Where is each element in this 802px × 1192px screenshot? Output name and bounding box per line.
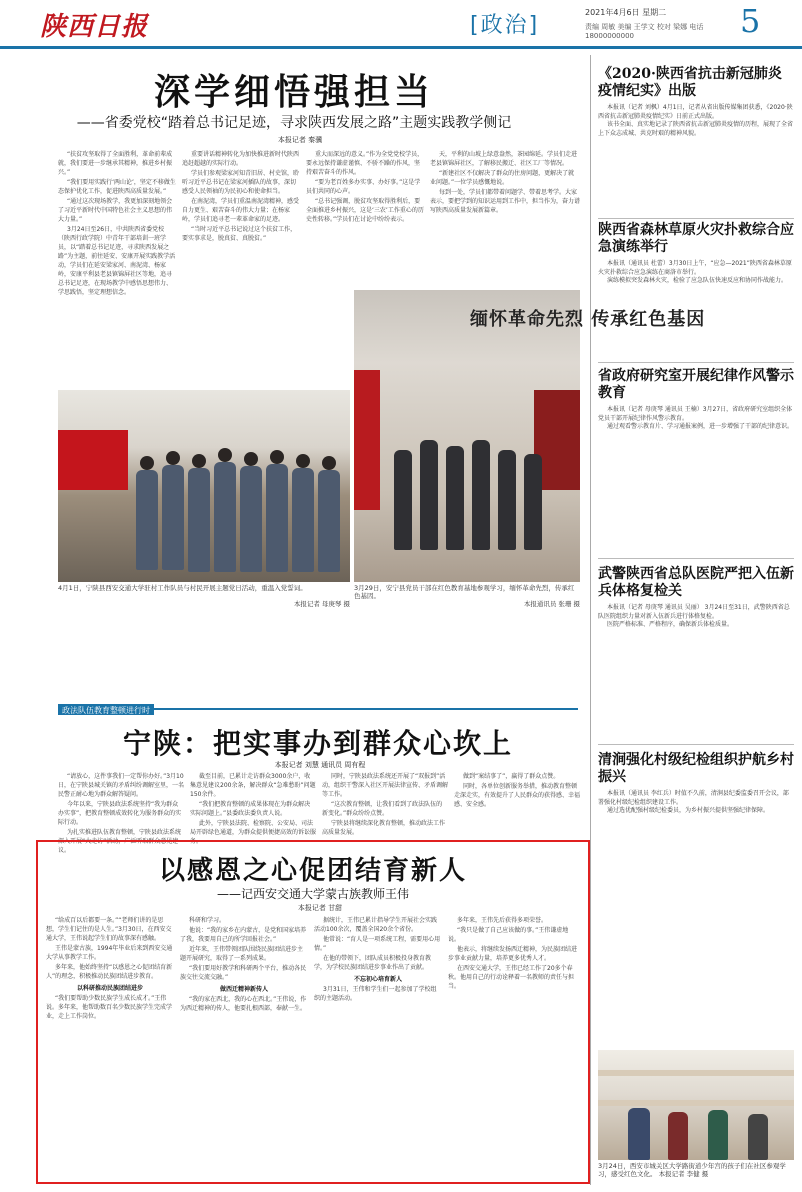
paragraph: 为扎实推进队伍教育整顿，宁陕县政法系统深入开展“大走访”活动，广泛听取群众意见建议。 — [58, 829, 182, 854]
paragraph: “我们把教育整顿的成果体现在为群众解决实际问题上。”县委政法委负责人说。 — [190, 801, 311, 817]
feature-col-4 — [448, 916, 580, 1178]
right-separator — [598, 218, 794, 219]
paragraph: 医院严格标准、严格程序，确保新兵体检质量。 — [607, 621, 734, 629]
mid-article-col-1 — [58, 772, 185, 854]
person-head — [218, 448, 232, 462]
paragraph: 在南泥湾，学员们重温南泥湾精神，感受自力更生、艰苦奋斗的伟大力量；在杨家岭，学员们追寻老一辈革命家的足迹。 — [182, 198, 300, 223]
paragraph: 同时，宁陕县政法系统还开展了“双报到”活动，组织干警深入社区开展法律宣传、矛盾调解等工作。 — [322, 773, 449, 798]
person-head — [166, 451, 180, 465]
right-article-title: 《2020·陕西省抗击新冠肺炎疫情纪实》出版 — [598, 66, 782, 99]
paragraph: 多年来，他始终坚持“以感恩之心促团结育新人”的理念，积极推动民族团结进步教育。 — [46, 964, 173, 980]
exhibition-photo — [354, 290, 580, 582]
paragraph: 同时，各单位创新服务举措，推动教育整顿走深走实，有效提升了人民群众的获得感、幸福感、安全感。 — [454, 783, 581, 808]
person-figure — [668, 1112, 688, 1160]
person-figure — [628, 1108, 650, 1160]
paragraph: “通过这次现场教学，我更加深刻地领会了习近平新时代中国特色社会主义思想的伟大力量。” — [58, 198, 173, 223]
party-flag — [58, 430, 128, 490]
person-figure — [292, 468, 314, 572]
right-separator — [598, 744, 794, 745]
paragraph: 本报讯（通讯员 李红兵）时值不久前，清涧县纪委监委召开会议，部署强化村级纪检组织建设工作。 — [598, 790, 789, 806]
top-byline: 本报记者 秦骥 — [277, 136, 323, 144]
right-article-title: 清涧强化村级纪检组织护航乡村振兴 — [598, 752, 794, 785]
feature-col-2 — [180, 916, 308, 1178]
photo1-credit: 本报记者 母庚琴 摄 — [293, 600, 350, 608]
paragraph: 本报讯（记者 刘枫）4月1日，记者从省出版传媒集团获悉，《2020·陕西省抗击新冠肺炎疫情纪实》日前正式出版。 — [598, 104, 793, 120]
right-article-title: 武警陕西省总队医院严把入伍新兵体格复检关 — [598, 566, 794, 599]
right-article-body — [598, 604, 794, 740]
person-figure — [214, 462, 236, 572]
paragraph: 天，平利的山坡上绿意盎然，茶园绵延。学员们走进老县镇锦屏社区，了解移民搬迁、社区工厂等情况。 — [430, 151, 578, 167]
paragraph: “我们要用好教学和科研两个平台，推动各民族交往交流交融。” — [180, 965, 307, 981]
paragraph: “我只是做了自己应该做的事。”王伟谦虚地说。 — [448, 927, 569, 943]
right-article-body — [598, 790, 794, 1044]
paragraph: 他表示，将继续发扬西迁精神，为民族团结进步事业贡献力量，培养更多优秀人才。 — [448, 946, 578, 962]
photo2-credit: 本报通讯员 张珊 摄 — [523, 600, 580, 608]
person-figure — [188, 468, 210, 572]
paragraph: 做到“案结事了”，赢得了群众点赞。 — [463, 773, 560, 780]
paragraph: 3月24日至26日，中共陕西省委党校（陕西行政学院）中青年干部培训一班学员，以“踏着总书记足迹，寻求陕西发展之路”为主题，前往延安、安康开展实践教学活动，学员们在延安梁家河、南泥湾、杨家岭，安康平利县老县镇锦屏社区等地，追寻总书记足迹，在现场教学中感悟思想伟力、学思践悟，坚定理想信念。 — [58, 226, 176, 296]
person-head — [270, 450, 284, 464]
feature-col-3 — [314, 916, 442, 1178]
person-figure — [394, 450, 412, 550]
paragraph: 学员们参观梁家河知青旧居、村史馆，聆听习近平总书记在梁家河插队的故事，深切感受人民领袖的为民初心和使命担当。 — [182, 170, 300, 195]
right-article-title: 省政府研究室开展纪律作风警示教育 — [598, 368, 794, 401]
paragraph: 据统计，王伟已累计指导学生开展社会实践活动100余次，覆盖全国20余个省份。 — [314, 917, 438, 933]
person-figure — [748, 1114, 768, 1160]
person-head — [244, 452, 258, 466]
paragraph: “总书记强调，脱贫攻坚取得胜利后，要全面推进乡村振兴，这是‘三农’工作重心的历史性转移。”学员们在讨论中纷纷表示。 — [306, 198, 424, 223]
photo-credit: 本报记者 李健 摄 — [658, 1170, 709, 1178]
feature-headline: 以感恩之心促团结育新人 — [158, 856, 467, 886]
paragraph: “请放心，这件事我们一定帮你办好。”3月10日，在宁陕县城关镇的矛盾纠纷调解室里，一名民警正耐心地为群众解答疑问。 — [58, 773, 185, 798]
paragraph: 近年来，王伟带领团队围绕民族团结进步主题开展研究，取得了一系列成果。 — [180, 946, 304, 962]
right-article-body — [598, 104, 794, 214]
paragraph: 今年以来，宁陕县政法系统坚持“我为群众办实事”，把教育整顿成效转化为服务群众的实际行动。 — [58, 801, 182, 826]
paragraph: 科研和学习。 — [189, 917, 226, 924]
paragraph: 此外，宁陕县法院、检察院、公安局、司法局开辟绿色通道，为群众提供便捷高效的诉讼服务。 — [190, 820, 317, 845]
paragraph: “给成百以后都要一条。”“老师们讲的是思想，学生们记住的是人生。”3月30日，在西安交通大学，王伟说起学生们的故事深有感触。 — [46, 917, 172, 942]
feature-col-1 — [46, 916, 174, 1178]
person-figure — [524, 454, 542, 550]
red-wall — [354, 370, 380, 510]
paragraph: 在西安交通大学，王伟已经工作了20多个春秋。他用自己的行动诠释着一名教师的责任与担当。 — [448, 965, 575, 990]
top-article-col-1 — [58, 150, 176, 386]
page-number: 5 — [740, 2, 761, 40]
paragraph: 宁陕县将继续深化教育整顿，推动政法工作高质量发展。 — [322, 820, 446, 836]
person-figure — [498, 450, 516, 550]
section-subhead: 不忘初心培育新人 — [353, 976, 402, 983]
paragraph: 重大而深远的意义。”作为全党党校学员，要永远保持谦虚谨慎、不骄不躁的作风，坚持艰苦奋斗的作风。 — [306, 151, 424, 176]
right-article-body — [598, 406, 794, 554]
paragraph: 演练模拟突发森林火灾，检验了应急队伍快速反应和协同作战能力。 — [607, 277, 788, 285]
person-figure — [266, 464, 288, 572]
paragraph: 多年来，王伟先后获得多项荣誉。 — [457, 917, 548, 924]
feature-subhead: ——记西安交通大学蒙古族教师王伟 — [216, 887, 409, 901]
person-figure — [136, 470, 158, 570]
paragraph: “当时习近平总书记说过这个扶贫工作，要实事求是，脱真贫、真脱贫。” — [182, 226, 297, 242]
paragraph: 本报讯（通讯员 杜蕾）3月30日上午，“应急—2021”陕西省森林草原火灾扑救综合应急演练在商洛市举行。 — [598, 260, 792, 276]
person-figure — [162, 465, 184, 570]
shelf — [598, 1070, 794, 1076]
paragraph: 他说：“我的家乡在内蒙古，是党和国家培养了我，我要用自己的所学回报社会。” — [180, 927, 307, 943]
person-figure — [240, 466, 262, 572]
paragraph: “要为老百姓多办实事、办好事。”这是学员们共同的心声。 — [306, 179, 421, 195]
paragraph: 3月31日，王伟和学生们一起参加了学校组织的主题活动。 — [314, 986, 437, 1002]
section-label: [政治] — [470, 13, 540, 38]
column-divider — [590, 55, 591, 1185]
shelf — [598, 1100, 794, 1106]
paragraph: 通过选优配强村级纪检委员，为乡村振兴提供坚强纪律保障。 — [607, 807, 770, 815]
right-article-title: 陕西省森林草原火灾扑救综合应急演练举行 — [598, 222, 794, 255]
section-subhead: 以科研推动民族团结进步 — [76, 985, 143, 992]
person-head — [192, 454, 206, 468]
mid-headline: 宁陕：把实事办到群众心坎上 — [122, 727, 513, 760]
paragraph: 在他的带领下，团队成员积极投身教育教学，为学校民族团结进步事业作出了贡献。 — [314, 955, 432, 971]
party-day-photo — [58, 390, 350, 582]
paragraph: “扶贫攻坚取得了全面胜利，革命前辈成就，我们要进一步继承其精神，推进乡村振兴。” — [58, 151, 173, 176]
paragraph: 重要讲话精神转化为加快推进新时代陕西追赶超越的实际行动。 — [182, 151, 300, 167]
section-subhead: 做西迁精神新传人 — [219, 986, 268, 993]
paragraph: 本报讯（记者 母庚琴 通讯员 吴丽） 3月24日至31日，武警陕西省总队医院组织力量对新入伍新兵进行体格复检。 — [598, 604, 790, 620]
person-figure — [420, 440, 438, 550]
paragraph: 本报讯（记者 母庚琴 通讯员 王楠）3月27日，省政府研究室组织全体党员干部开展纪律作风警示教育。 — [598, 406, 793, 422]
paragraph: 王伟是蒙古族，1994年毕业后来到西安交通大学从事教学工作。 — [46, 945, 173, 961]
paragraph: “我们要帮助少数民族学生成长成才。”王伟说。多年来，他帮助数百名少数民族学生完成学业，走上工作岗位。 — [46, 995, 173, 1020]
right-separator — [598, 558, 794, 559]
right-photo — [598, 1050, 794, 1160]
paragraph: 每到一处，学员们都带着问题学、带着思考学。大家表示，要把学到的知识运用到工作中，担当作为，奋力谱写陕西高质量发展新篇章。 — [430, 189, 581, 214]
feature-byline: 本报记者 甘甜 — [297, 904, 343, 912]
mid-article-col-4 — [454, 772, 580, 836]
editors-line: 责编 周敏 美编 王学文 校对 梁娜 电话 18000000000 — [585, 23, 704, 40]
paragraph: 截至目前，已累计走访群众3000余户，收集意见建议200余条，解决群众“急难愁盼”问题150余件。 — [190, 773, 316, 798]
right-photo-caption — [598, 1162, 794, 1178]
paragraph: “我们要用实践行‘两山论’，坚定不移做生态保护优化工作，促进陕西高质量发展。” — [58, 179, 176, 195]
right-separator — [598, 362, 794, 363]
person-figure — [472, 440, 490, 550]
photo2-title: 缅怀革命先烈 传承红色基因 — [470, 309, 706, 330]
person-head — [296, 454, 310, 468]
person-head — [322, 456, 336, 470]
paragraph: 该书全面、真实地记录了陕西省抗击新冠肺炎疫情的历程，展现了全省上下众志成城、共克时艰的精神风貌。 — [598, 121, 794, 137]
paragraph: 他常说：“育人是一项系统工程，需要用心用情。” — [314, 936, 441, 952]
mid-byline: 本报记者 刘慧 通讯员 周有程 — [274, 761, 366, 769]
person-head — [140, 456, 154, 470]
top-subhead: ——省委党校“踏着总书记足迹，寻求陕西发展之路”主题实践教学侧记 — [76, 115, 512, 131]
dateline: 2021年4月6日 星期二 — [585, 8, 667, 17]
top-headline: 深学细悟强担当 — [153, 71, 434, 113]
mid-article-col-3 — [322, 772, 448, 836]
mid-article-col-2 — [190, 772, 317, 845]
masthead — [0, 0, 802, 50]
paragraph: “我的家在西北，我的心在西北。”王伟说，作为西迁精神的传人，他要扎根西部，奉献一生。 — [180, 996, 307, 1012]
caption-text: 3月24日，西安市城关区大学路街道少年宫的孩子们在社区参观学习，感受红色文化。 — [598, 1162, 786, 1178]
paragraph: “这次教育整顿，让我们看到了政法队伍的新变化。”群众纷纷点赞。 — [322, 801, 443, 817]
photo1-caption: 4月1日，宁陕县西安交通大学驻村工作队员与村民开展主题党日活动，重温入党誓词。 — [58, 584, 307, 592]
paragraph: “新建社区不仅解决了群众的住房问题，更解决了就业问题。”一位学员感慨地说。 — [430, 170, 575, 186]
newspaper-logo: 陕西日报 — [40, 12, 149, 42]
top-article-col-2 — [182, 150, 300, 386]
person-figure — [446, 446, 464, 550]
masthead-rule — [0, 46, 802, 49]
photo2-caption: 3月29日，安宁县党员干部在红色教育基地参观学习，缅怀革命先烈，传承红色基因。 — [354, 584, 575, 600]
person-figure — [318, 470, 340, 572]
section-tag: 政法队伍教育整顿进行时 — [58, 704, 154, 715]
person-figure — [708, 1110, 728, 1160]
right-article-body — [598, 260, 794, 360]
paragraph: 通过观看警示教育片、学习通报案例，进一步增强了干部的纪律意识。 — [607, 423, 794, 431]
